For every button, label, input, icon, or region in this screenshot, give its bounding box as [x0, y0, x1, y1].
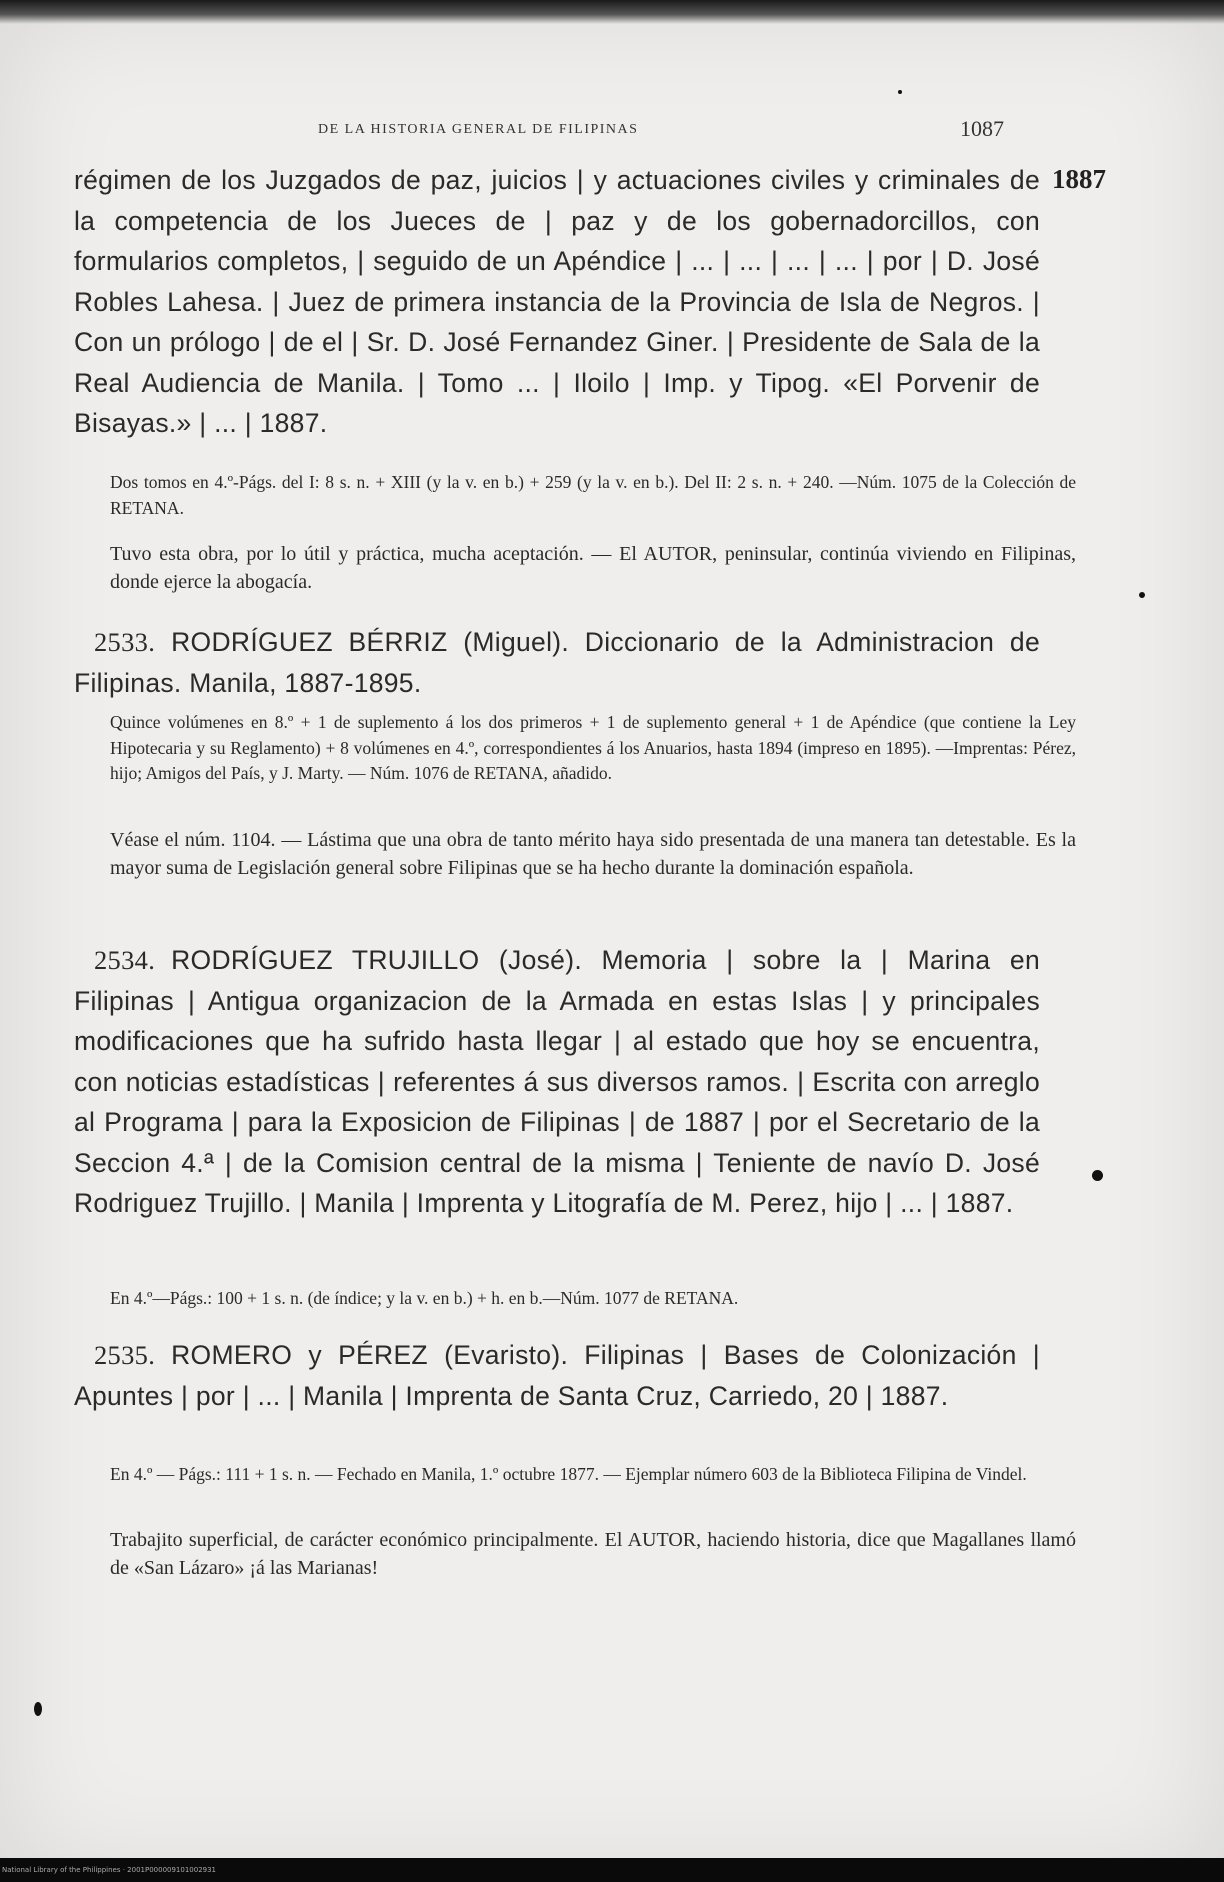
entry-2535-note: En 4.º — Págs.: 111 + 1 s. n. — Fechado en Manila, 1.º octubre 1877. — Ejemplar número 603 de la Biblioteca Filipina de Vindel.	[110, 1464, 1027, 1484]
ink-speck	[1092, 1170, 1103, 1181]
entry-title: RODRÍGUEZ BÉRRIZ (Miguel). Diccionario de la Administracion de Filipinas. Manila, 1887-1895.	[74, 627, 1040, 698]
margin-year: 1887	[1052, 164, 1106, 194]
ink-speck	[1139, 592, 1145, 598]
entry-2535	[74, 1335, 1040, 1416]
ink-speck	[898, 90, 902, 94]
entry-2535-comment: Trabajito superficial, de carácter económico principalmente. El AUTOR, haciendo historia, dice que Magallanes llamó de «San Lázaro» ¡á las Marianas!	[110, 1529, 1076, 1579]
entry-2534	[74, 940, 1040, 1224]
scan-top-edge	[0, 0, 1224, 24]
intro-note: Dos tomos en 4.º-Págs. del I: 8 s. n. + XIII (y la v. en b.) + 259 (y la v. en b.). Del II: 2 s. n. + 240. —Núm. 1075 de la Colección de RETANA.	[110, 472, 1076, 518]
entry-2533-note: Quince volúmenes en 8.º + 1 de suplemento á los dos primeros + 1 de suplemento general + 1 de Apéndice (que contiene la Ley Hipotecaria y su Reglamento) + 8 volúmenes en 4.º, correspondientes á los Anuarios, hasta 1894 (impreso en 1895). —Imprentas: Pérez, hijo; Amigos del País, y J. Marty. — Núm. 1076 de RETANA, añadido.	[110, 712, 1076, 783]
entry-title: RODRÍGUEZ TRUJILLO (José). Memoria | sobre la | Marina en Filipinas | Antigua organizacion de la Armada en estas Islas | y principales modificaciones que ha sufrido hasta llegar | al estado que hoy se encuentra, con noticias estadísticas | referentes á sus diversos ramos. | Escrita con arreglo al Programa | para la Exposicion de Filipinas | de 1887 | por el Secretario de la Seccion 4.ª | de la Comision central de la misma | Teniente de navío D. José Rodriguez Trujillo. | Manila | Imprenta y Litografía de M. Perez, hijo | ... | 1887.	[74, 945, 1040, 1218]
entry-title: ROMERO y PÉREZ (Evaristo). Filipinas | Bases de Colonización | Apuntes | por | ... | Manila | Imprenta de Santa Cruz, Carriedo, 20 | 1887.	[74, 1340, 1040, 1411]
entry-2534-note: En 4.º—Págs.: 100 + 1 s. n. (de índice; y la v. en b.) + h. en b.—Núm. 1077 de RETANA.	[110, 1288, 739, 1308]
running-title: DE LA HISTORIA GENERAL DE FILIPINAS	[318, 122, 639, 137]
entry-number: 2533.	[94, 627, 156, 657]
entry-2533-comment: Véase el núm. 1104. — Lástima que una obra de tanto mérito haya sido presentada de una manera tan detestable. Es la mayor suma de Legislación general sobre Filipinas que se ha hecho durante la dominación española.	[110, 829, 1076, 879]
intro-comment: Tuvo esta obra, por lo útil y práctica, mucha aceptación. — El AUTOR, peninsular, continúa viviendo en Filipinas, donde ejerce la abogacía.	[110, 543, 1076, 593]
entry-number: 2534.	[94, 945, 156, 975]
ink-speck	[34, 1702, 42, 1716]
entry-number: 2535.	[94, 1340, 156, 1370]
entry-2533	[74, 622, 1040, 703]
page-number: 1087	[960, 116, 1004, 141]
library-label: National Library of the Philippines · 2001P000009101002931	[2, 1866, 217, 1874]
intro-text: régimen de los Juzgados de paz, juicios | y actuaciones civiles y criminales de la competencia de los Jueces de | paz y de los gobernadorcillos, con formularios completos, | seguido de un Apéndice | ... | ... | ... | ... | por | D. José Robles Lahesa. | Juez de primera instancia de la Provincia de Isla de Negros. | Con un prólogo | de el | Sr. D. José Fernandez Giner. | Presidente de Sala de la Real Audiencia de Manila. | Tomo ... | Iloilo | Imp. y Tipog. «El Porvenir de Bisayas.» | ... | 1887.	[74, 165, 1040, 438]
